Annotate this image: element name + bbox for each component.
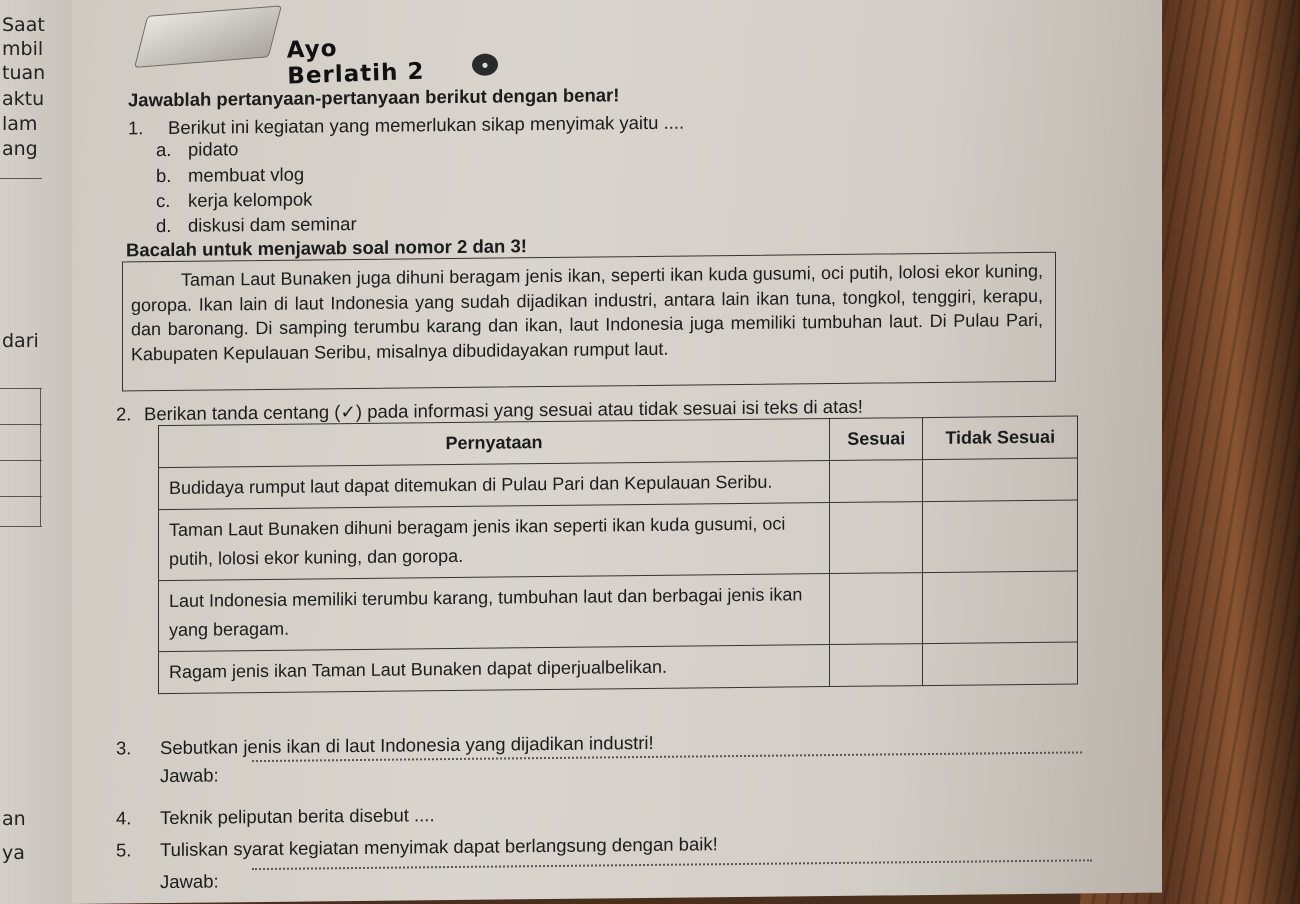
margin-rule [0, 178, 42, 179]
option-text: pidato [188, 138, 239, 160]
margin-word: Saat [2, 14, 45, 36]
table-row [159, 642, 1078, 694]
option-text: kerja kelompok [188, 188, 313, 211]
read-instruction: Bacalah untuk menjawab soal nomor 2 dan 3! [126, 235, 527, 261]
q3-number: 3. [116, 737, 132, 759]
option-letter: d. [156, 214, 172, 237]
option-letter: b. [156, 164, 172, 187]
tidak-sesuai-checkbox-cell[interactable] [923, 642, 1078, 686]
q5-answer-label: Jawab: [160, 870, 219, 893]
circle-icon: ● [472, 54, 498, 76]
q1-text: Berikut ini kegiatan yang memerlukan sikap menyimak yaitu .... [168, 111, 685, 138]
q3-text: Sebutkan jenis ikan di laut Indonesia yang dijadikan industri! [160, 731, 654, 759]
tidak-sesuai-checkbox-cell[interactable] [923, 571, 1078, 644]
statement-cell: Budidaya rumput laut dapat ditemukan di Pulau Pari dan Kepulauan Seribu. [159, 461, 830, 510]
margin-word: aktu [2, 88, 45, 110]
margin-word: mbil [2, 38, 44, 60]
tidak-sesuai-checkbox-cell[interactable] [923, 458, 1078, 502]
statement-cell: Taman Laut Bunaken dihuni beragam jenis ikan seperti ikan kuda gusumi, oci putih, lolosi ekor kuning, dan goropa. [159, 503, 830, 581]
option-letter: a. [156, 138, 172, 161]
margin-rule [0, 496, 42, 497]
sesuai-checkbox-cell[interactable] [830, 502, 923, 574]
reading-passage [122, 252, 1056, 392]
passage-text: Taman Laut Bunaken juga dihuni beragam jenis ikan, seperti ikan kuda gusumi, oci putih, lolosi ekor kuning, goropa. Ikan lain di laut Indonesia yang sudah dijadikan industri, antara lain ikan tuna, tongkol, tenggiri, kerapu, dan baronang. Di samping terumbu karang dan ikan, laut Indonesia juga memiliki tumbuhan laut. Di Pulau Pari, Kabupaten Kepulauan Seribu, misalnya dibudidayakan rumput laut. [131, 260, 1043, 364]
option-text: membuat vlog [188, 163, 305, 186]
table-row [159, 500, 1078, 581]
statement-cell: Ragam jenis ikan Taman Laut Bunaken dapat diperjualbelikan. [159, 645, 830, 694]
margin-word: ya [2, 842, 25, 864]
q5-number: 5. [116, 839, 132, 861]
margin-word: lam [2, 113, 38, 135]
margin-rule [0, 460, 42, 461]
book-icon [134, 5, 282, 68]
margin-rule [0, 526, 42, 527]
margin-word: tuan [2, 62, 46, 84]
previous-page-edge [0, 0, 73, 904]
header-statement: Pernyataan [159, 419, 830, 468]
sesuai-checkbox-cell[interactable] [830, 460, 923, 503]
tidak-sesuai-checkbox-cell[interactable] [923, 500, 1078, 573]
instruction: Jawablah pertanyaan-pertanyaan berikut dengan benar! [128, 84, 620, 111]
section-title: Ayo Berlatih 2 [286, 35, 425, 90]
q3-answer-label: Jawab: [160, 764, 219, 787]
margin-rule [40, 388, 41, 526]
margin-word: ang [2, 138, 38, 160]
sesuai-checkbox-cell[interactable] [830, 573, 923, 645]
margin-rule [0, 424, 42, 425]
q2-text: Berikan tanda centang (✓) pada informasi yang sesuai atau tidak sesuai isi teks di atas! [144, 395, 863, 425]
section-heading [142, 4, 489, 90]
option-letter: c. [156, 189, 171, 212]
header-no: Tidak Sesuai [923, 416, 1078, 460]
q2-number: 2. [116, 403, 132, 425]
margin-word: an [2, 808, 26, 830]
option-text: diskusi dam seminar [188, 213, 357, 236]
q4-text: Teknik peliputan berita disebut .... [160, 804, 435, 829]
q5-text: Tuliskan syarat kegiatan menyimak dapat berlangsung dengan baik! [160, 833, 718, 861]
sesuai-checkbox-cell[interactable] [830, 644, 923, 687]
header-yes: Sesuai [830, 418, 923, 461]
q4-number: 4. [116, 807, 132, 829]
q1-number: 1. [128, 117, 144, 139]
worksheet-page [72, 0, 1162, 904]
margin-word: dari [2, 330, 39, 352]
statement-cell: Laut Indonesia memiliki terumbu karang, tumbuhan laut dan berbagai jenis ikan yang beragam. [159, 574, 830, 652]
margin-rule [0, 388, 42, 389]
statement-check-table [158, 415, 1078, 694]
table-row [159, 571, 1078, 652]
q5-answer-line[interactable] [252, 859, 1092, 870]
